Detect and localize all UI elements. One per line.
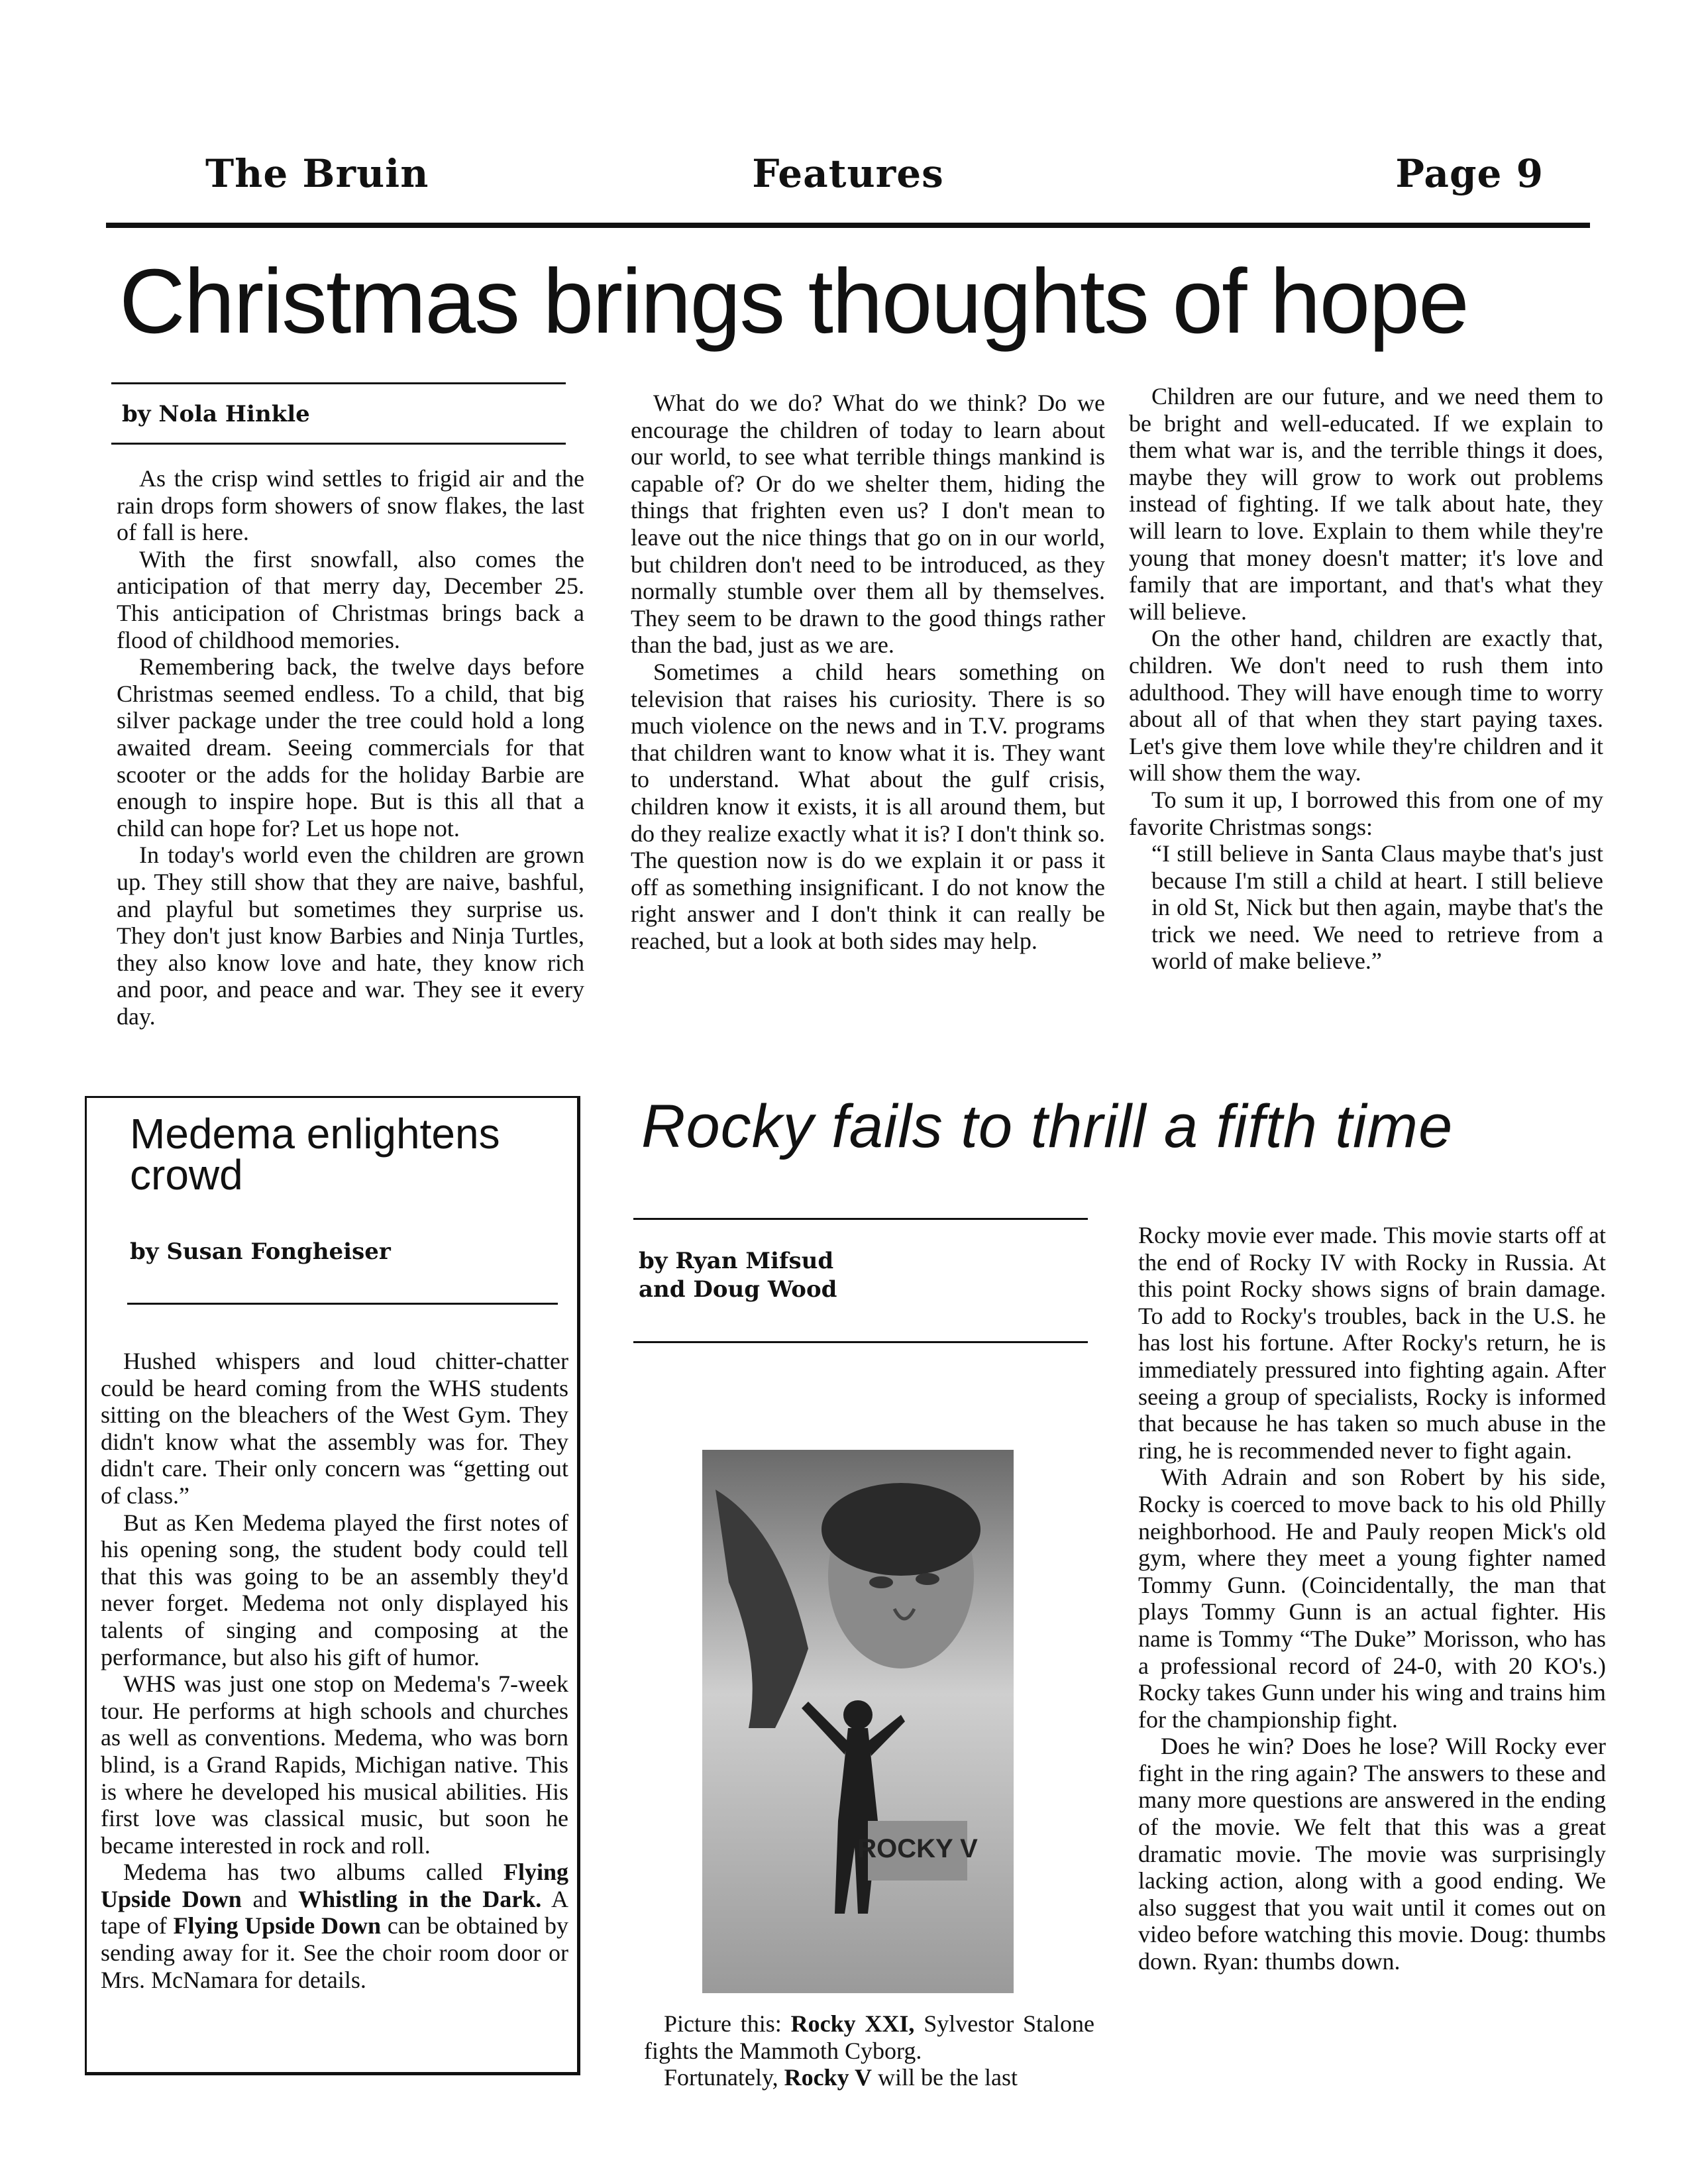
bold-text: Rocky XXI,: [790, 2010, 915, 2037]
album-title: Whistling in the Dark.: [298, 1885, 542, 1912]
caption-line: [644, 2010, 1094, 2064]
main-headline: Christmas brings thoughts of hope: [119, 250, 1468, 353]
caption-line: [644, 2064, 1094, 2091]
rocky-poster-photo: [702, 1450, 1014, 1993]
paragraph: [101, 1859, 568, 1993]
paper-name: The Bruin: [205, 151, 429, 196]
song-quote: “I still believe in Santa Claus maybe that's just because I'm still a child at heart. I still believe in old St, Nick but then again, maybe that's the trick we need. We need to retrieve from a world of make believe.”: [1151, 840, 1603, 975]
paragraph: In today's world even the children are grown up. They still show that they are naive, bashful, and playful but sometimes they surprise us. They don't just know Barbies and Ninja Turtles, they also know love and hate, they know rich and poor, and peace and war. They see it every day.: [117, 842, 584, 1030]
paragraph: Hushed whispers and loud chitter-chatter could be heard coming from the WHS students sitting on the bleachers of the West Gym. They didn't know what the assembly was for. They didn't care. Their only concern was “getting out of class.”: [101, 1348, 568, 1509]
main-col-3: [1129, 383, 1603, 975]
text: Fortunately,: [664, 2064, 784, 2091]
paragraph: As the crisp wind settles to frigid air and the rain drops form showers of snow flakes, the last of fall is here.: [117, 465, 584, 546]
page-number: Page 9: [1395, 151, 1544, 196]
rocky-byline-rule-bottom: [633, 1341, 1088, 1343]
paragraph: To sum it up, I borrowed this from one of my favorite Christmas songs:: [1129, 786, 1603, 840]
medema-body: [101, 1348, 568, 1993]
medema-headline: Medema enlightens crowd: [130, 1110, 500, 1199]
byline-line: by Ryan Mifsud: [639, 1248, 834, 1274]
masthead-rule: [106, 223, 1590, 228]
byline-line: and Doug Wood: [639, 1276, 837, 1303]
masthead: [106, 151, 1590, 211]
paragraph: With the first snowfall, also comes the anticipation of that merry day, December 25. This anticipation of Christmas brings back a flood of childhood memories.: [117, 545, 584, 653]
byline-rule-bottom: [111, 443, 566, 445]
section-name: Features: [752, 151, 944, 196]
text: Sylvestor Stalone fights the Mammoth Cyborg.: [644, 2010, 1094, 2064]
paragraph: Children are our future, and we need them to be bright and well-educated. If we explain to them what war is, and the terrible things it does, maybe they will grow to work out problems instead of fighting. If we talk about hate, they will learn to love. Explain to them while they're young that money doesn't matter; it's love and family that are important, and that's what they will believe.: [1129, 383, 1603, 625]
album-title: Flying Upside Down: [173, 1912, 382, 1939]
photo-caption: [644, 2010, 1094, 2091]
main-byline: by Nola Hinkle: [122, 401, 310, 427]
main-col-2: [631, 390, 1105, 954]
medema-byline: by Susan Fongheiser: [130, 1238, 391, 1265]
paragraph: WHS was just one stop on Medema's 7-week tour. He performs at high schools and churches as well as conventions. Medema, who was born blind, is a Grand Rapids, Michigan native. This is where he developed his musical abilities. His first love was classical music, but soon he became interested in rock and roll.: [101, 1670, 568, 1859]
paragraph: Does he win? Does he lose? Will Rocky ever fight in the ring again? The answers to these and many more questions are answered in the ending of the movie. We felt that this was a great dramatic movie. The movie was surprisingly lacking action, along with a good ending. We also suggest that you wait until it comes out on video before watching this movie. Doug: thumbs down. Ryan: thumbs down.: [1138, 1733, 1606, 1975]
paragraph: Remembering back, the twelve days before Christmas seemed endless. To a child, that big silver package under the tree could hold a long awaited dream. Seeing commercials for that scooter or the adds for the holiday Barbie are enough to inspire hope. But is this all that a child can hope for? Let us hope not.: [117, 653, 584, 842]
text: will be the last: [872, 2064, 1018, 2091]
rocky-col-right: [1138, 1222, 1606, 1975]
paragraph: What do we do? What do we think? Do we encourage the children of today to learn about our world, to see what terrible things mankind is capable of? Or do we shelter them, hiding the things that frighten even us? I don't mean to leave out the nice things that go on in our world, but children don't need to be introduced, as they normally stumble over them all by themselves. They seem to be drawn to the good things rather than the bad, just as we are.: [631, 390, 1105, 659]
medema-byline-rule: [127, 1303, 558, 1305]
paragraph: But as Ken Medema played the first notes of his opening song, the student body could tell that this was going to be an assembly they'd never forget. Medema not only displayed his talents of singing and composing at the performance, but also his gift of humor.: [101, 1509, 568, 1670]
paragraph: On the other hand, children are exactly that, children. We don't need to rush them into adulthood. They will have enough time to worry about all of that when they start paying taxes. Let's give them love while they're children and it will show them the way.: [1129, 625, 1603, 787]
paragraph: With Adrain and son Robert by his side, Rocky is coerced to move back to his old Philly neighborhood. He and Pauly reopen Mick's old gym, where they meet a young fighter named Tommy Gunn. (Coincidentally, the man that plays Tommy Gunn is an actual fighter. His name is Tommy “The Duke” Morisson, who has a professional record of 24-0, with 20 KO's.) Rocky takes Gunn under his wing and trains him for the championship fight.: [1138, 1464, 1606, 1733]
paragraph: Rocky movie ever made. This movie starts off at the end of Rocky IV with Rocky in Russia. At this point Rocky shows signs of brain damage. To add to Rocky's troubles, back in the U.S. he has lost his fortune. After Rocky's return, he is immediately pressured into fighting again. After seeing a group of specialists, Rocky is informed that because he has taken so much abuse in the ring, he is recommended never to fight again.: [1138, 1222, 1606, 1464]
rocky-byline-rule-top: [633, 1218, 1088, 1220]
paragraph: Sometimes a child hears something on television that raises his curiosity. There is so much violence on the news and in T.V. programs that children want to know what it is. They want to understand. What about the gulf crisis, children know it exists, it is all around them, but do they realize exactly what it is? I don't think so. The question now is do we explain it or pass it off as something insignificant. I do not know the right answer and I don't think it can really be reached, but a look at both sides may help.: [631, 658, 1105, 954]
byline-rule-top: [111, 382, 566, 384]
text: A tape of: [101, 1885, 568, 1939]
bold-text: Rocky V: [784, 2064, 872, 2091]
text: Picture this:: [664, 2010, 791, 2037]
text: can be obtained by sending away for it. See the choir room door or Mrs. McNamara for details.: [101, 1912, 568, 1993]
album-title: Flying Upside Down: [101, 1859, 568, 1912]
text: Medema has two albums called: [123, 1859, 504, 1886]
main-col-1: [117, 465, 584, 1030]
rocky-headline: Rocky fails to thrill a fifth time: [641, 1093, 1454, 1160]
rocky-byline: [639, 1247, 837, 1303]
poster-title: ROCKY V: [857, 1834, 978, 1863]
text: and: [241, 1885, 299, 1912]
